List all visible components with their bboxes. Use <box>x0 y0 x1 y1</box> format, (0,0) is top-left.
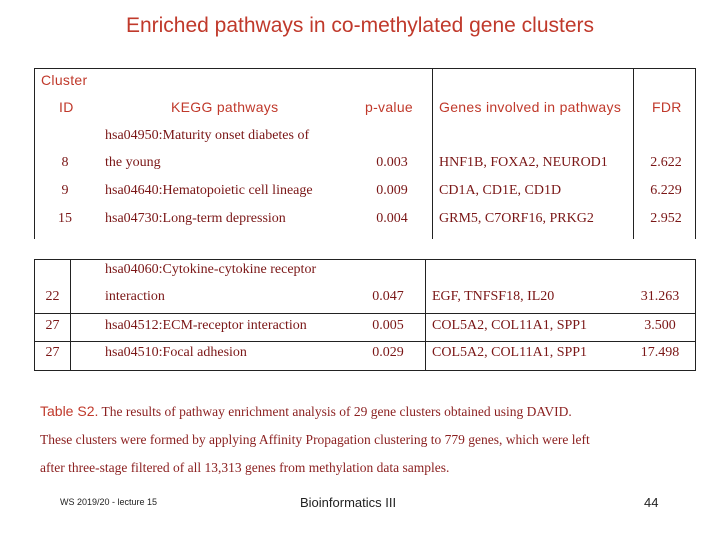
header-fdr: FDR <box>652 99 682 115</box>
header-genes: Genes involved in pathways <box>439 99 622 115</box>
slide-title: Enriched pathways in co-methylated gene clusters <box>125 14 595 37</box>
header-kegg-pathways: KEGG pathways <box>171 99 279 115</box>
table-cell-pathway: hsa04510:Focal adhesion <box>105 345 247 360</box>
table-cell-fdr: 2.952 <box>650 211 682 226</box>
table-cell-pathway: hsa04640:Hematopoietic cell lineage <box>105 183 313 198</box>
table-cell-pathway: hsa04512:ECM-receptor interaction <box>105 318 307 333</box>
table-cell-genes: COL5A2, COL11A1, SPP1 <box>432 345 588 360</box>
caption-line-2: These clusters were formed by applying Affinity Propagation clustering to 779 genes, which were left <box>40 432 590 447</box>
table-cell-genes: EGF, TNFSF18, IL20 <box>432 289 555 304</box>
table-cell-genes: CD1A, CD1E, CD1D <box>439 183 562 198</box>
table-cell-id: 15 <box>58 211 72 226</box>
pathway-table-bottom <box>34 259 696 371</box>
table-cell-genes: HNF1B, FOXA2, NEUROD1 <box>439 155 608 170</box>
caption-text-1: The results of pathway enrichment analysis of 29 gene clusters obtained using DAVID. <box>101 404 572 419</box>
table-cell-id: 27 <box>45 345 60 360</box>
table-caption <box>40 397 690 482</box>
footer-page-number: 44 <box>644 495 659 510</box>
table-cell-fdr: 3.500 <box>644 318 676 333</box>
footer-course: Bioinformatics III <box>300 495 397 510</box>
table-cell-genes: COL5A2, COL11A1, SPP1 <box>432 318 588 333</box>
table-cell-fdr: 17.498 <box>640 345 680 360</box>
table-cell-pathway: interaction <box>105 289 165 304</box>
table-cell-id: 22 <box>45 289 60 304</box>
table-cell-pvalue: 0.004 <box>376 211 408 226</box>
table-cell-pvalue: 0.003 <box>376 155 408 170</box>
table-cell-id: 27 <box>45 318 60 333</box>
table-cell-genes: GRM5, C7ORF16, PRKG2 <box>439 211 594 226</box>
header-id: ID <box>59 99 74 115</box>
table-row-divider <box>35 341 695 342</box>
caption-label: Table S2. <box>40 403 99 419</box>
table-divider <box>633 69 634 239</box>
caption-line-1 <box>40 397 690 426</box>
table-row-divider <box>35 313 695 314</box>
table-divider <box>70 260 71 370</box>
table-cell-pathway: hsa04060:Cytokine-cytokine receptor <box>105 262 317 277</box>
table-divider <box>425 260 426 370</box>
table-cell-fdr: 31.263 <box>640 289 680 304</box>
table-cell-pvalue: 0.005 <box>372 318 404 333</box>
table-cell-id: 9 <box>61 183 69 198</box>
pathway-table-top <box>34 68 696 239</box>
table-cell-pvalue: 0.029 <box>372 345 404 360</box>
header-pvalue: p-value <box>365 99 414 115</box>
table-divider <box>432 69 433 239</box>
table-cell-pathway: hsa04950:Maturity onset diabetes of <box>105 128 310 143</box>
table-cell-pathway: the young <box>105 155 161 170</box>
table-cell-pathway: hsa04730:Long-term depression <box>105 211 286 226</box>
table-cell-fdr: 6.229 <box>650 183 682 198</box>
table-cell-pvalue: 0.009 <box>376 183 408 198</box>
table-cell-pvalue: 0.047 <box>372 289 404 304</box>
footer-lecture: WS 2019/20 - lecture 15 <box>60 497 158 507</box>
header-cluster: Cluster <box>41 72 88 88</box>
table-cell-id: 8 <box>61 155 69 170</box>
table-cell-fdr: 2.622 <box>650 155 682 170</box>
caption-line-3: after three-stage filtered of all 13,313 genes from methylation data samples. <box>40 460 450 475</box>
